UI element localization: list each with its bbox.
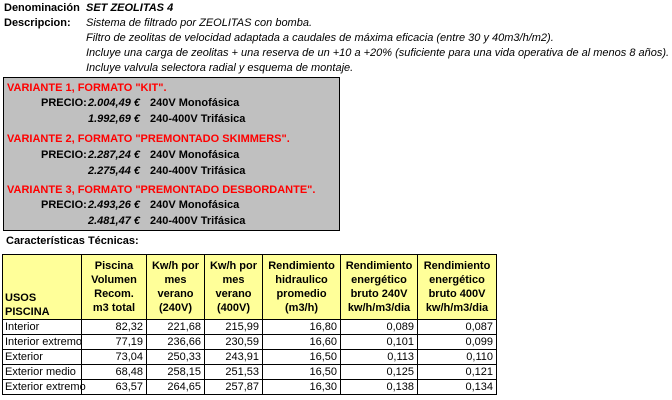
table-cell: 82,32 bbox=[82, 320, 147, 335]
price-amount: 2.493,26 € bbox=[88, 199, 140, 211]
table-cell: 251,53 bbox=[205, 365, 263, 380]
table-cell: 16,80 bbox=[263, 320, 341, 335]
table-cell: 0,101 bbox=[341, 335, 418, 350]
price-amount: 2.287,24 € bbox=[88, 149, 140, 161]
table-cell: Interior bbox=[3, 320, 82, 335]
column-header: Kw/h por mes verano (240V) bbox=[147, 255, 205, 320]
descripcion-label: Descripcion: bbox=[4, 17, 71, 29]
table-row bbox=[3, 335, 497, 350]
column-header: Rendimiento energético bruto 400V kw/h/m3/dia bbox=[418, 255, 497, 320]
product-name: SET ZEOLITAS 4 bbox=[86, 2, 174, 14]
variants-box bbox=[3, 77, 340, 231]
variant-title: VARIANTE 2, FORMATO "PREMONTADO SKIMMERS". bbox=[7, 133, 290, 145]
price-label: PRECIO: bbox=[41, 199, 87, 211]
price-amount: 2.004,49 € bbox=[88, 97, 140, 109]
column-header: Rendimiento hidraulico promedio (m3/h) bbox=[263, 255, 341, 320]
specs-title: Características Técnicas: bbox=[6, 235, 139, 247]
table-cell: 221,68 bbox=[147, 320, 205, 335]
table-cell: 258,15 bbox=[147, 365, 205, 380]
descripcion-line: Incluye valvula selectora radial y esquema de montaje. bbox=[86, 62, 354, 74]
descripcion-row bbox=[4, 31, 670, 46]
price-amount: 1.992,69 € bbox=[88, 113, 140, 125]
table-cell: 73,04 bbox=[82, 350, 147, 365]
table-cell: 68,48 bbox=[82, 365, 147, 380]
table-cell: Exterior extremo bbox=[3, 380, 82, 395]
price-type: 240-400V Trifásica bbox=[150, 165, 246, 177]
product-header bbox=[4, 1, 670, 76]
table-cell: Exterior bbox=[3, 350, 82, 365]
table-cell: 0,110 bbox=[418, 350, 497, 365]
table-cell: 0,134 bbox=[418, 380, 497, 395]
table-row bbox=[3, 365, 497, 380]
variant-title: VARIANTE 3, FORMATO "PREMONTADO DESBORDANTE". bbox=[7, 184, 316, 196]
column-header: Kw/h por mes verano (400V) bbox=[205, 255, 263, 320]
table-cell: 0,113 bbox=[341, 350, 418, 365]
descripcion-row bbox=[4, 61, 670, 76]
table-cell: 250,33 bbox=[147, 350, 205, 365]
denominacion-row bbox=[4, 1, 670, 16]
price-label: PRECIO: bbox=[41, 149, 87, 161]
price-type: 240-400V Trifásica bbox=[150, 215, 246, 227]
table-cell: 215,99 bbox=[205, 320, 263, 335]
denominacion-label: Denominación bbox=[4, 2, 80, 14]
table-row bbox=[3, 350, 497, 365]
column-header: USOS PISCINA bbox=[3, 255, 82, 320]
table-cell: 257,87 bbox=[205, 380, 263, 395]
price-type: 240-400V Trifásica bbox=[150, 113, 246, 125]
table-cell: 16,30 bbox=[263, 380, 341, 395]
table-cell: Interior extremo bbox=[3, 335, 82, 350]
price-type: 240V Monofásica bbox=[150, 149, 240, 161]
table-cell: 63,57 bbox=[82, 380, 147, 395]
price-label: PRECIO: bbox=[41, 97, 87, 109]
table-cell: 0,087 bbox=[418, 320, 497, 335]
descripcion-line: Incluye una carga de zeolitas + una reserva de un +10 a +20% (suficiente para una vida operativa de al menos 8 años). bbox=[86, 47, 670, 59]
table-cell: 16,50 bbox=[263, 350, 341, 365]
price-type: 240V Monofásica bbox=[150, 199, 240, 211]
table-header-row bbox=[3, 255, 497, 320]
table-cell: 230,59 bbox=[205, 335, 263, 350]
specs-table bbox=[2, 254, 497, 395]
table-cell: 0,089 bbox=[341, 320, 418, 335]
price-amount: 2.481,47 € bbox=[88, 215, 140, 227]
column-header: Rendimiento energético bruto 240V kw/h/m3/dia bbox=[341, 255, 418, 320]
price-amount: 2.275,44 € bbox=[88, 165, 140, 177]
table-cell: 16,50 bbox=[263, 365, 341, 380]
table-cell: 0,138 bbox=[341, 380, 418, 395]
table-cell: 243,91 bbox=[205, 350, 263, 365]
descripcion-row bbox=[4, 16, 670, 31]
table-cell: 0,099 bbox=[418, 335, 497, 350]
table-cell: Exterior medio bbox=[3, 365, 82, 380]
table-cell: 236,66 bbox=[147, 335, 205, 350]
table-cell: 16,60 bbox=[263, 335, 341, 350]
table-cell: 77,19 bbox=[82, 335, 147, 350]
price-type: 240V Monofásica bbox=[150, 97, 240, 109]
descripcion-row bbox=[4, 46, 670, 61]
table-cell: 264,65 bbox=[147, 380, 205, 395]
column-header: Piscina Volumen Recom. m3 total bbox=[82, 255, 147, 320]
table-cell: 0,125 bbox=[341, 365, 418, 380]
table-cell: 0,121 bbox=[418, 365, 497, 380]
table-row bbox=[3, 320, 497, 335]
descripcion-line: Filtro de zeolitas de velocidad adaptada a caudales de máxima eficacia (entre 30 y 40m3/h/m2). bbox=[86, 32, 554, 44]
table-row bbox=[3, 380, 497, 395]
descripcion-line: Sistema de filtrado por ZEOLITAS con bomba. bbox=[86, 17, 313, 29]
variant-title: VARIANTE 1, FORMATO "KIT". bbox=[7, 82, 167, 94]
